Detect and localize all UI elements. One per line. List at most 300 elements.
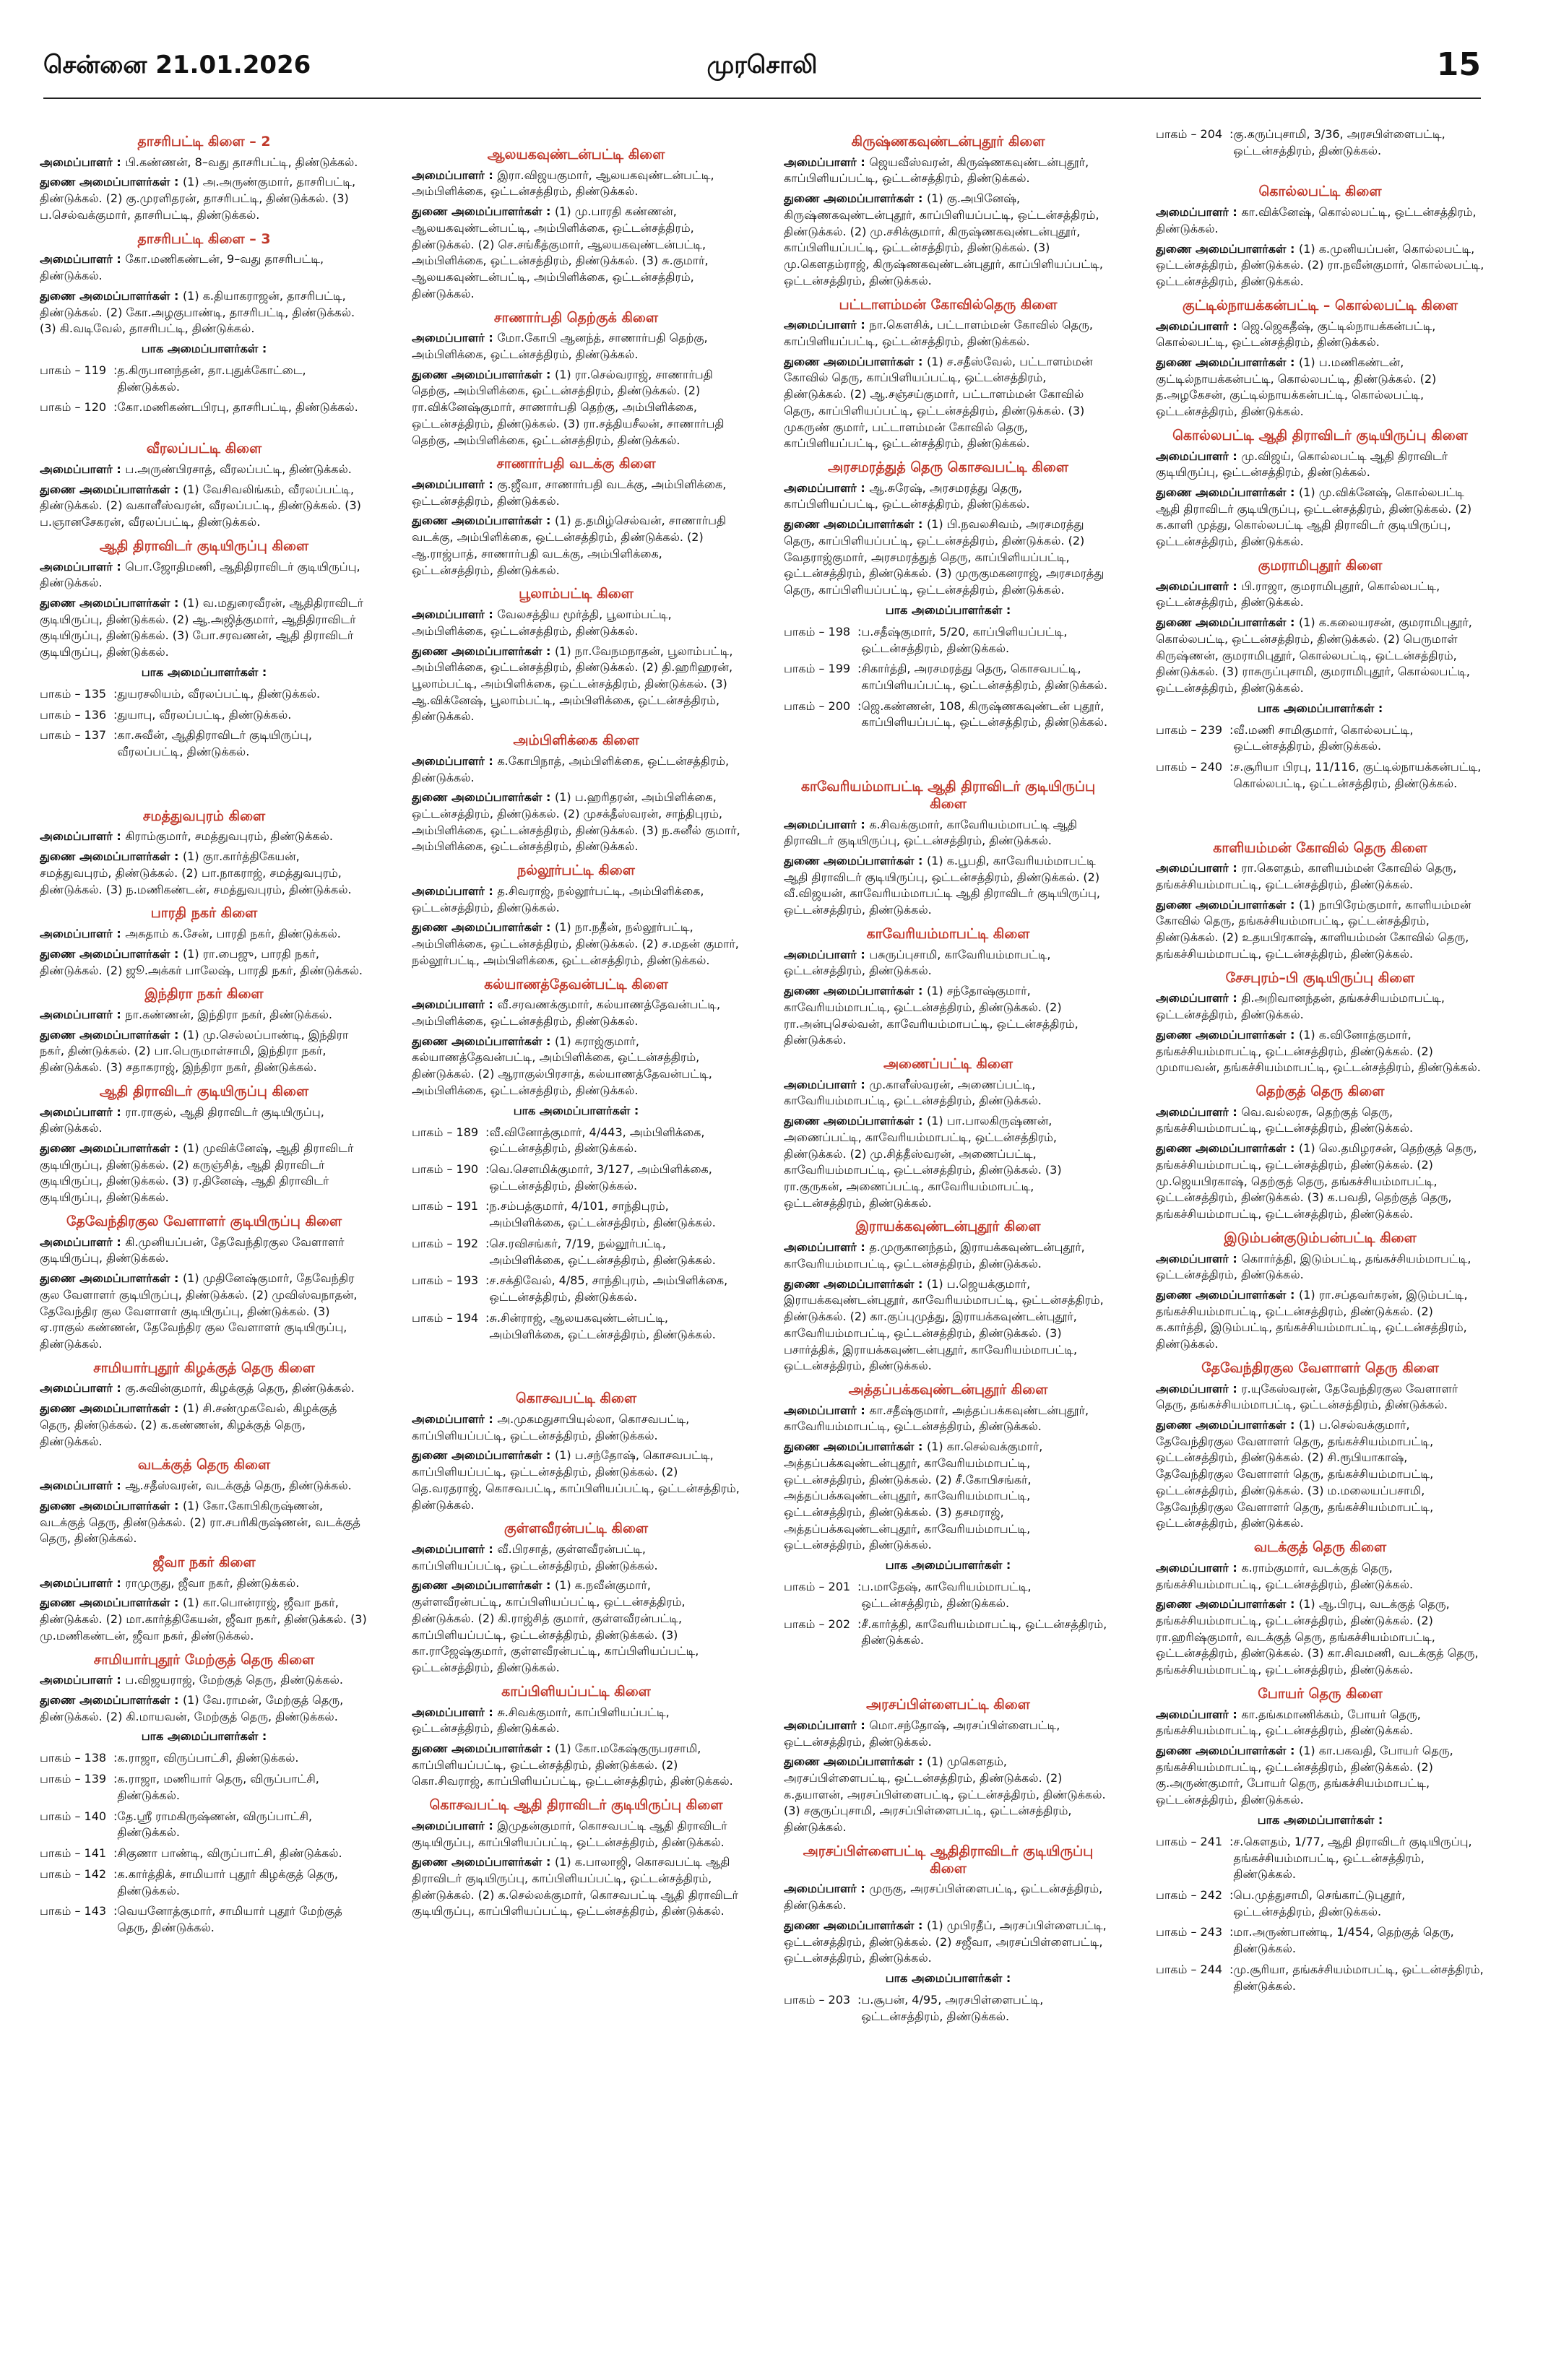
branch-title: குட்டில்நாயக்கன்பட்டி – கொல்லபட்டி கிளை: [1182, 297, 1458, 313]
role-separator: :: [170, 482, 183, 496]
booth-separator: :: [1229, 127, 1234, 141]
booth-row: [784, 1617, 1112, 1649]
role-separator: :: [1286, 897, 1299, 912]
member-entry: [412, 168, 740, 200]
booth-heading: பாக அமைப்பாளர்கள் :: [885, 1558, 1011, 1572]
booth-row: [412, 1273, 740, 1305]
member-details: பி.கண்ணன், 8–வது தாசரிபட்டி, திண்டுக்கல்.: [125, 155, 358, 169]
booth-separator: :: [113, 363, 118, 377]
branch-title: ஜீவா நகர் கிளை: [152, 1554, 256, 1570]
member-entry: [40, 1234, 368, 1267]
booth-member: க.ராஜா, விருப்பாட்சி, திண்டுக்கல்.: [117, 1751, 299, 1765]
booth-row: [1156, 1962, 1484, 1994]
role-separator: :: [484, 1542, 498, 1557]
booth-number: பாகம் – 191: [412, 1199, 479, 1213]
branch-title: ஆலயகவுண்டன்பட்டி கிளை: [487, 147, 665, 163]
member-entry: [412, 1578, 740, 1676]
role-label: துணை அமைப்பாளர்கள்: [784, 1114, 915, 1128]
member-details: (1) வே.ராமன், மேற்குத் தெரு, திண்டுக்கல். (2) கி.மாயவன், மேற்குத் தெரு, திண்டுக்கல்.: [40, 1693, 344, 1723]
member-details: (1) ப.மணிகண்டன், குட்டில்நாயக்கன்பட்டி, கொல்லபட்டி, திண்டுக்கல். (2) த.அழகேசன், குட்டில்நாயக்கன்பட்டி, கொல்லபட்டி, ஒட்டன்சத்திரம், திண்டுக்கல்.: [1156, 355, 1437, 419]
member-details: (1) முகௌதம், அரசப்பிள்ளைபட்டி, ஒட்டன்சத்திரம், திண்டுக்கல். (2) க.தயாளன், அரசப்பிள்ளைபட்டி, ஒட்டன்சத்திரம், திண்டுக்கல். (3) சகுருப்புசாமி, அரசப்பிள்ளைபட்டி, ஒட்டன்சத்திரம், திண்டுக்கல்.: [784, 1754, 1106, 1835]
booth-member: மா.அருண்பாண்டி, 1/454, தெற்குத் தெரு, திண்டுக்கல்.: [1233, 1925, 1454, 1956]
role-label: அமைப்பாளர்: [412, 998, 485, 1012]
role-label: அமைப்பாளர்: [784, 817, 857, 831]
role-label: அமைப்பாளர்: [40, 462, 113, 476]
booth-row: [784, 624, 1112, 657]
booth-number: பாகம் – 193: [412, 1273, 479, 1288]
member-details: (1) ரா.செல்வராஜ், சாணார்பதி தெற்கு, அம்பிளிக்கை, ஒட்டன்சத்திரம், திண்டுக்கல். (2) ரா.விக்னேஷ்குமார், சாணார்பதி தெற்கு, அம்பிளிக்கை, ஒட்டன்சத்திரம், திண்டுக்கல். (3) ரா.சத்தியசீலன், சாணார்பதி தெற்கு, அம்பிளிக்கை, ஒட்டன்சத்திரம், திண்டுக்கல்.: [412, 367, 725, 447]
member-entry: [40, 1007, 368, 1024]
role-label: அமைப்பாளர்: [40, 1575, 113, 1590]
role-separator: :: [856, 318, 870, 332]
role-separator: :: [1286, 241, 1299, 256]
booth-member: துயாபு, வீரலப்பட்டி, திண்டுக்கல்.: [117, 707, 292, 722]
member-details: (1) கா.பொன்ராஜ், ஜீவா நகர், திண்டுக்கல். (2) மா.கார்த்திகேயன், ஜீவா நகர், திண்டுக்கல். (3) மு.மணிகண்டன், ஜீவா நகர், திண்டுக்கல்.: [40, 1596, 367, 1643]
member-entry: [412, 1034, 740, 1099]
newspaper-title: முரசொலி: [706, 51, 818, 79]
role-separator: :: [914, 191, 927, 206]
member-details: பசுருப்புசாமி, காவேரியம்மாபட்டி, ஒட்டன்சத்திரம், திண்டுக்கல்.: [784, 947, 1051, 978]
booth-separator: :: [113, 1751, 118, 1765]
role-label: அமைப்பாளர்: [1156, 205, 1229, 220]
role-label: துணை அமைப்பாளர்கள்: [40, 175, 170, 189]
member-entry: [40, 462, 368, 478]
booth-row: [1156, 1887, 1484, 1920]
role-label: துணை அமைப்பாளர்கள்: [40, 1271, 170, 1286]
member-entry: [1156, 897, 1484, 963]
member-entry: [40, 1672, 368, 1689]
member-entry: [1156, 1743, 1484, 1809]
member-details: (1) க.பாலாஜி, கொசவபட்டி ஆதி திராவிடர் குடியிருப்பு, காப்பிளியப்பட்டி, ஒட்டன்சத்திரம், திண்டுக்கல். (2) க.செல்லக்குமார், கொசவபட்டி ஆதி திராவிடர் குடியிருப்பு, காப்பிளியப்பட்டி, ஒட்டன்சத்திரம், திண்டுக்கல்.: [412, 1855, 738, 1918]
member-entry: [40, 1478, 368, 1494]
booth-number: பாகம் – 200: [784, 698, 851, 713]
spacer: [784, 1653, 1112, 1689]
booth-number: பாகம் – 242: [1156, 1888, 1223, 1903]
booth-number: பாகம் – 119: [40, 363, 107, 377]
page-header: [43, 46, 1481, 94]
branch-title: தேவேந்திரகுல வேளாளர் குடியிருப்பு கிளை: [66, 1213, 342, 1229]
member-entry: [784, 817, 1112, 849]
member-entry: [40, 1401, 368, 1450]
role-label: துணை அமைப்பாளர்கள்: [412, 1448, 543, 1463]
booth-heading: பாக அமைப்பாளர்கள் :: [1257, 1812, 1383, 1827]
member-entry: [412, 330, 740, 363]
role-label: அமைப்பாளர்: [40, 155, 113, 169]
branch-title: சேசபுரம்–பி குடியிருப்பு கிளை: [1225, 969, 1415, 986]
booth-row: [412, 1125, 740, 1157]
member-details: வேலசத்திய மூர்த்தி, பூலாம்பட்டி, அம்பிளிக்கை, ஒட்டன்சத்திரம், திண்டுக்கல்.: [412, 607, 672, 638]
member-details: இரா.விஜயகுமார், ஆலயகவுண்டன்பட்டி, அம்பிளிக்கை, ஒட்டன்சத்திரம், திண்டுக்கல்.: [412, 168, 714, 199]
role-label: துணை அமைப்பாளர்கள்: [1156, 1027, 1287, 1042]
booth-separator: :: [485, 1273, 490, 1288]
role-label: அமைப்பாளர்: [784, 480, 857, 495]
role-label: துணை அமைப்பாளர்கள்: [40, 1693, 170, 1708]
member-details: பி.ராஜா, குமராமிபுதூர், கொல்லபட்டி, ஒட்டன்சத்திரம், திண்டுக்கல்.: [1156, 579, 1440, 610]
booth-separator: :: [113, 707, 118, 722]
booth-row: [412, 1310, 740, 1343]
member-details: மு.விஜய், கொல்லபட்டி ஆதி திராவிடர் குடியிருப்பு, ஒட்டன்சத்திரம், திண்டுக்கல்.: [1156, 449, 1448, 480]
member-details: ப.விஜயராஜ், மேற்குத் தெரு, திண்டுக்கல்.: [125, 1673, 343, 1687]
role-label: அமைப்பாளர்: [40, 1007, 113, 1021]
role-separator: :: [112, 927, 126, 941]
role-separator: :: [484, 1411, 498, 1426]
branch-title: குள்ளவீரன்பட்டி கிளை: [503, 1520, 649, 1537]
member-details: ப.அருண்பிரசாத், வீரலப்பட்டி, திண்டுக்கல்.: [125, 462, 352, 476]
booth-separator: :: [113, 400, 118, 415]
member-entry: [40, 482, 368, 531]
member-details: (1) ஆ.பிரபு, வடக்குத் தெரு, தங்கச்சியம்மாபட்டி, ஒட்டன்சத்திரம், திண்டுக்கல். (2) ரா.ஹரிஷ்குமார், வடக்குத் தெரு, தங்கச்சியம்மாபட்டி, ஒட்டன்சத்திரம், திண்டுக்கல். (3) கா.சிவமணி, வடக்குத் தெரு, தங்கச்சியம்மாபட்டி, ஒட்டன்சத்திரம், திண்டுக்கல்.: [1156, 1597, 1479, 1677]
member-entry: [1156, 1027, 1484, 1076]
branch-title: அரசமரத்துத் தெரு கொசவபட்டி கிளை: [827, 459, 1069, 475]
booth-heading: பாக அமைப்பாளர்கள் :: [885, 602, 1011, 617]
member-entry: [412, 1448, 740, 1513]
role-separator: :: [170, 1401, 183, 1416]
booth-number: பாகம் – 202: [784, 1617, 851, 1631]
branch-title: இராயக்கவுண்டன்புதூர் கிளை: [855, 1219, 1041, 1235]
role-separator: :: [1286, 1744, 1299, 1757]
member-entry: [1156, 1381, 1484, 1414]
booth-separator: :: [1229, 1962, 1234, 1976]
member-entry: [784, 516, 1112, 599]
role-label: அமைப்பாளர்: [40, 1479, 113, 1493]
booth-row: [40, 363, 368, 395]
booth-row: [40, 1809, 368, 1841]
role-label: துணை அமைப்பாளர்கள்: [412, 367, 543, 381]
member-entry: [40, 1141, 368, 1206]
role-label: அமைப்பாளர்: [412, 331, 485, 345]
role-separator: :: [856, 155, 870, 169]
role-separator: :: [856, 1403, 870, 1417]
member-details: ஜெ.ஜெகதீஷ், குட்டில்நாயக்கன்பட்டி, கொல்லபட்டி, ஒட்டன்சத்திரம், திண்டுக்கல்.: [1156, 319, 1436, 350]
booth-member: பெ.முத்துசாமி, செங்காட்டுபுதூர், ஒட்டன்சத்திரம், திண்டுக்கல்.: [1233, 1888, 1406, 1918]
member-entry: [784, 155, 1112, 187]
booth-separator: :: [857, 1617, 862, 1631]
role-label: அமைப்பாளர்: [1156, 1104, 1229, 1119]
member-details: (1) மு.செல்லப்பாண்டி, இந்திரா நகர், திண்டுக்கல். (2) பா.பெருமாள்சாமி, இந்திரா நகர், திண்டுக்கல். (3) சதாகராஜ், இந்திரா நகர், திண்டுக்கல்.: [40, 1027, 349, 1075]
member-details: கா.விக்னேஷ், கொல்லபட்டி, ஒட்டன்சத்திரம், திண்டுக்கல்.: [1156, 205, 1477, 235]
role-separator: :: [170, 175, 183, 189]
booth-member: சிகார்த்தி, அரசமரத்து தெரு, கொசவபட்டி, காப்பிளியப்பட்டி, ஒட்டன்சத்திரம், திண்டுக்கல்.: [861, 662, 1108, 692]
branch-title: இடும்பன்குடும்பன்பட்டி கிளை: [1224, 1229, 1417, 1246]
member-entry: [40, 946, 368, 979]
role-label: துணை அமைப்பாளர்கள்: [1156, 1418, 1287, 1432]
booth-heading: பாக அமைப்பாளர்கள் :: [513, 1103, 639, 1117]
role-label: அமைப்பாளர்: [40, 559, 113, 574]
booth-heading: பாக அமைப்பாளர்கள் :: [141, 665, 267, 679]
role-label: அமைப்பாளர்: [40, 1673, 113, 1687]
role-separator: :: [170, 1027, 183, 1042]
booth-number: பாகம் – 139: [40, 1772, 107, 1786]
branch-title: அம்பிளிக்கை கிளை: [513, 732, 639, 749]
role-label: துணை அமைப்பாளர்கள்: [40, 1498, 170, 1513]
role-label: அமைப்பாளர்: [412, 607, 485, 622]
role-label: அமைப்பாளர்: [784, 1403, 857, 1417]
member-details: நா.கண்ணன், இந்திரா நகர், திண்டுக்கல்.: [125, 1007, 332, 1021]
spacer: [784, 735, 1112, 771]
role-label: அமைப்பாளர்: [784, 1882, 857, 1896]
role-separator: :: [856, 947, 870, 961]
role-label: துணை அமைப்பாளர்கள்: [784, 854, 915, 868]
member-details: வெ.வல்லரசு, தெற்குத் தெரு, தங்கச்சியம்மாபட்டி, ஒட்டன்சத்திரம், திண்டுக்கல்.: [1156, 1104, 1414, 1135]
member-details: ரா.ராகுல், ஆதி திராவிடர் குடியிருப்பு, திண்டுக்கல்.: [40, 1104, 324, 1135]
member-details: (1) ரா.சப்தவர்கரன், இடும்பட்டி, தங்கச்சியம்மாபட்டி, ஒட்டன்சத்திரம், திண்டுக்கல். (2) க.கார்த்தி, இடும்பட்டி, தங்கச்சியம்மாபட்டி, ஒட்டன்சத்திரம், திண்டுக்கல்.: [1156, 1287, 1468, 1351]
member-details: கு.சுவின்குமார், கிழக்குத் தெரு, திண்டுக்கல்.: [125, 1381, 355, 1395]
member-details: கிராம்குமார், சமத்துவபுரம், திண்டுக்கல்.: [125, 829, 333, 844]
role-separator: :: [1286, 1597, 1299, 1611]
booth-number: பாகம் – 136: [40, 707, 107, 722]
branch-title: காவேரியம்மாபட்டி கிளை: [866, 925, 1030, 942]
member-details: கு.ஜீவா, சாணார்பதி வடக்கு, அம்பிளிக்கை, ஒட்டன்சத்திரம், திண்டுக்கல்.: [412, 477, 727, 508]
booth-separator: :: [113, 728, 118, 743]
role-label: துணை அமைப்பாளர்கள்: [784, 1754, 915, 1769]
role-separator: :: [1228, 1104, 1242, 1119]
booth-separator: :: [113, 686, 118, 701]
booth-heading: பாக அமைப்பாளர்கள் :: [141, 1729, 267, 1744]
role-separator: :: [914, 1918, 927, 1932]
branch-title: அணைப்பட்டி கிளை: [883, 1055, 1013, 1072]
role-separator: :: [542, 1448, 555, 1463]
member-details: (1) கு.அபினேஷ், கிருஷ்ணகவுண்டன்புதூர், காப்பிளியப்பட்டி, ஒட்டன்சத்திரம், திண்டுக்கல். (2) மு.சசிக்குமார், கிருஷ்ணகவுண்டன்புதூர், காப்பிளியப்பட்டி, ஒட்டன்சத்திரம், திண்டுக்கல். (3) மு.கௌதம்ராஜ், கிருஷ்ணகவுண்டன்புதூர், காப்பிளியப்பட்டி, ஒட்டன்சத்திரம், திண்டுக்கல்.: [784, 191, 1103, 287]
booth-row: [40, 399, 368, 416]
member-entry: [784, 1754, 1112, 1836]
member-details: அ.முகமதுசாபியுல்லா, கொசவபட்டி, காப்பிளியப்பட்டி, ஒட்டன்சத்திரம், திண்டுக்கல்.: [412, 1411, 690, 1442]
member-details: (1) சுராஜ்குமார், கல்யாணத்தேவன்பட்டி, அம்பிளிக்கை, ஒட்டன்சத்திரம், திண்டுக்கல். (2) ஆராகுல்பிரசாத், கல்யாணத்தேவன்பட்டி, அம்பிளிக்கை, ஒட்டன்சத்திரம், திண்டுக்கல்.: [412, 1034, 712, 1097]
role-label: துணை அமைப்பாளர்கள்: [40, 1141, 170, 1156]
branch-title: தாசரிபட்டி கிளை – 3: [137, 230, 271, 247]
member-details: (1) அ.அருண்குமார், தாசரிபட்டி, திண்டுக்கல். (2) கு.முரளிதரன், தாசரிபட்டி, திண்டுக்கல். (3) ப.செல்வக்குமார், தாசரிபட்டி, திண்டுக்கல்.: [40, 175, 356, 222]
role-separator: :: [170, 595, 183, 610]
booth-heading: பாக அமைப்பாளர்கள் :: [1257, 701, 1383, 715]
booth-member: க.கார்த்திக், சாமியார் புதூர் கிழக்குத் தெரு, திண்டுக்கல்.: [117, 1866, 338, 1897]
branch-title: நல்லூர்பட்டி கிளை: [517, 862, 635, 879]
member-entry: [412, 753, 740, 786]
branch-title: தாசரிபட்டி கிளை – 2: [137, 134, 271, 150]
booth-number: பாகம் – 192: [412, 1236, 479, 1250]
role-separator: :: [914, 517, 927, 532]
branch-title: தெற்குத் தெரு கிளை: [1255, 1083, 1385, 1099]
member-entry: [1156, 1417, 1484, 1532]
member-details: வீ.சரவணக்குமார், கல்யாணத்தேவன்பட்டி, அம்பிளிக்கை, ஒட்டன்சத்திரம், திண்டுக்கல்.: [412, 998, 721, 1028]
member-details: (1) கா.பகவதி, போயர் தெரு, தங்கச்சியம்மாபட்டி, ஒட்டன்சத்திரம், திண்டுக்கல். (2) கு.அருண்குமார், போயர் தெரு, தங்கச்சியம்மாபட்டி, ஒட்டன்சத்திரம், திண்டுக்கல்.: [1156, 1744, 1453, 1807]
branch-title: கொசவபட்டி ஆதி திராவிடர் குடியிருப்பு கிளை: [429, 1797, 723, 1814]
member-entry: [1156, 204, 1484, 237]
member-entry: [784, 191, 1112, 289]
member-entry: [40, 849, 368, 898]
member-entry: [412, 513, 740, 579]
member-details: ராமுருது, ஜீவா நகர், திண்டுக்கல்.: [125, 1575, 300, 1590]
booth-row: [40, 1866, 368, 1899]
role-label: அமைப்பாளர்: [40, 927, 113, 941]
role-label: துணை அமைப்பாளர்கள்: [1156, 241, 1287, 256]
role-separator: :: [542, 1034, 555, 1048]
role-label: துணை அமைப்பாளர்கள்: [412, 1578, 543, 1593]
booth-row: [784, 698, 1112, 731]
member-entry: [784, 1403, 1112, 1435]
booth-member: வெயனோத்குமார், சாமியார் புதூர் மேற்குத் தெரு, திண்டுக்கல்.: [117, 1904, 342, 1934]
booth-row: [40, 1845, 368, 1862]
member-entry: [412, 789, 740, 855]
role-separator: :: [1286, 615, 1299, 630]
booth-row: [1156, 126, 1484, 159]
member-entry: [40, 155, 368, 171]
booth-separator: :: [857, 624, 862, 639]
member-entry: [1156, 860, 1484, 893]
booth-separator: :: [1229, 1888, 1234, 1903]
member-entry: [412, 477, 740, 509]
member-entry: [1156, 615, 1484, 697]
role-separator: :: [170, 288, 183, 303]
branch-title: பட்டாளம்மன் கோவில்தெரு கிளை: [839, 296, 1058, 313]
role-label: துணை அமைப்பாளர்கள்: [40, 595, 170, 610]
spacer: [40, 765, 368, 801]
role-label: அமைப்பாளர்: [40, 1104, 113, 1119]
role-separator: :: [856, 1882, 870, 1896]
member-entry: [784, 983, 1112, 1049]
role-label: துணை அமைப்பாளர்கள்: [412, 644, 543, 658]
member-details: (1) த.தமிழ்செல்வன், சாணார்பதி வடக்கு, அம்பிளிக்கை, ஒட்டன்சத்திரம், திண்டுக்கல். (2) ஆ.ராஜ்பாத், சாணார்பதி வடக்கு, அம்பிளிக்கை, ஒட்டன்சத்திரம், திண்டுக்கல்.: [412, 514, 727, 577]
role-separator: :: [1228, 991, 1242, 1005]
member-entry: [40, 1498, 368, 1547]
booth-separator: :: [857, 662, 862, 676]
role-label: அமைப்பாளர்: [40, 1381, 113, 1395]
role-label: துணை அமைப்பாளர்கள்: [784, 1440, 915, 1454]
role-separator: :: [484, 1705, 498, 1719]
member-entry: [784, 480, 1112, 513]
role-label: அமைப்பாளர்: [784, 318, 857, 332]
branch-title: சமத்துவபுரம் கிளை: [142, 808, 266, 824]
member-entry: [40, 251, 368, 284]
member-entry: [412, 1854, 740, 1920]
role-separator: :: [914, 854, 927, 868]
booth-member: கோ.மணிகண்டபிரபு, தாசரிபட்டி, திண்டுக்கல்.: [117, 400, 358, 415]
member-entry: [40, 828, 368, 845]
member-details: கா.சதீஷ்குமார், அத்தப்பக்கவுண்டன்புதூர், காவேரியம்மாபட்டி, ஒட்டன்சத்திரம், திண்டுக்கல்.: [784, 1403, 1089, 1434]
role-separator: :: [170, 849, 183, 864]
booth-row: [40, 707, 368, 724]
member-details: (1) க.கலையரசன், குமராமிபுதூர், கொல்லபட்டி, ஒட்டன்சத்திரம், திண்டுக்கல். (2) பெருமாள் கிருஷ்ணன், குமராமிபுதூர், கொல்லபட்டி, ஒட்டன்சத்திரம், திண்டுக்கல். (3) ராசுருப்புசாமி, குமராமிபுதூர், கொல்லபட்டி, ஒட்டன்சத்திரம், திண்டுக்கல்.: [1156, 615, 1472, 695]
member-details: (1) க.முனியப்பன், கொல்லபட்டி, ஒட்டன்சத்திரம், திண்டுக்கல். (2) ரா.நவீன்குமார், கொல்லபட்டி, ஒட்டன்சத்திரம், திண்டுக்கல்.: [1156, 241, 1484, 289]
role-separator: :: [1286, 1141, 1299, 1156]
booth-separator: :: [485, 1236, 490, 1250]
role-label: துணை அமைப்பாளர்கள்: [40, 946, 170, 961]
role-separator: :: [542, 920, 555, 935]
member-details: (1) கோ.கோபிகிருஷ்ணன், வடக்குத் தெரு, திண்டுக்கல். (2) ரா.சபரிகிருஷ்ணன், வடக்குத் தெரு, திண்டுக்கல்.: [40, 1498, 360, 1546]
member-details: (1) கா.செல்வக்குமார், அத்தப்பக்கவுண்டன்புதூர், காவேரியம்மாபட்டி, ஒட்டன்சத்திரம், திண்டுக்கல். (2) சீ.கோபிசங்கர், அத்தப்பக்கவுண்டன்புதூர், காவேரியம்மாபட்டி, ஒட்டன்சத்திரம், திண்டுக்கல். (3) தசமராஜ், அத்தப்பக்கவுண்டன்புதூர், காவேரியம்மாபட்டி, ஒட்டன்சத்திரம், திண்டுக்கல்.: [784, 1440, 1043, 1552]
role-label: அமைப்பாளர்: [1156, 1251, 1229, 1265]
role-label: அமைப்பாளர்: [40, 829, 113, 844]
role-label: அமைப்பாளர்: [412, 1411, 485, 1426]
booth-separator: :: [1229, 722, 1234, 737]
booth-separator: :: [485, 1125, 490, 1139]
role-label: அமைப்பாளர்: [784, 155, 857, 169]
role-label: அமைப்பாளர்: [1156, 861, 1229, 875]
role-label: துணை அமைப்பாளர்கள்: [784, 1276, 915, 1291]
member-entry: [784, 853, 1112, 919]
booth-separator: :: [857, 1580, 862, 1594]
role-separator: :: [484, 168, 498, 182]
member-details: கொார்த்தி, இடும்பட்டி, தங்கச்சியம்மாபட்டி, ஒட்டன்சத்திரம், திண்டுக்கல்.: [1156, 1251, 1471, 1282]
branch-title: கொசவபட்டி கிளை: [515, 1390, 637, 1407]
role-separator: :: [484, 607, 498, 622]
booth-number: பாகம் – 140: [40, 1809, 107, 1823]
role-label: துணை அமைப்பாளர்கள்: [412, 204, 543, 219]
role-separator: :: [542, 1578, 555, 1593]
member-entry: [412, 1411, 740, 1444]
member-entry: [1156, 1560, 1484, 1593]
role-separator: :: [112, 1104, 126, 1119]
booth-member: த.கிருபானந்தன், தா.புதுக்கோட்டை, திண்டுக்கல்.: [117, 363, 306, 394]
booth-separator: :: [857, 1992, 862, 2007]
booth-member: கு.கருப்புசாமி, 3/36, அரசபிள்ளைபட்டி, ஒட்டன்சத்திரம், திண்டுக்கல்.: [1233, 127, 1445, 157]
role-label: துணை அமைப்பாளர்கள்: [40, 482, 170, 496]
member-entry: [784, 1881, 1112, 1913]
role-label: துணை அமைப்பாளர்கள்: [40, 849, 170, 864]
role-label: துணை அமைப்பாளர்கள்: [1156, 1287, 1287, 1302]
role-label: துணை அமைப்பாளர்கள்: [1156, 615, 1287, 630]
role-label: துணை அமைப்பாளர்கள்: [412, 1741, 543, 1755]
role-separator: :: [484, 1818, 498, 1832]
role-label: அமைப்பாளர்: [412, 883, 485, 898]
role-label: துணை அமைப்பாளர்கள்: [412, 514, 543, 528]
branch-title: ஆதி திராவிடர் குடியிருப்பு கிளை: [99, 537, 309, 554]
branch-title: வடக்குத் தெரு கிளை: [137, 1457, 271, 1474]
booth-row: [1156, 722, 1484, 755]
role-separator: :: [170, 1498, 183, 1513]
member-entry: [784, 1113, 1112, 1211]
role-separator: :: [1286, 355, 1299, 369]
role-label: துணை அமைப்பாளர்கள்: [412, 920, 543, 935]
booth-separator: :: [485, 1199, 490, 1213]
booth-member: துயரசலியம், வீரலப்பட்டி, திண்டுக்கல்.: [117, 686, 321, 701]
role-label: அமைப்பாளர்: [412, 168, 485, 182]
role-label: துணை அமைப்பாளர்கள்: [40, 1401, 170, 1416]
role-separator: :: [484, 998, 498, 1012]
branch-title: அரசப்பிள்ளைபட்டி ஆதிதிராவிடர் குடியிருப்பு கிளை: [803, 1843, 1094, 1877]
member-entry: [784, 354, 1112, 452]
booth-row: [784, 1579, 1112, 1611]
role-separator: :: [914, 1440, 927, 1454]
branch-title: தேவேந்திரகுல வேளாளர் தெரு கிளை: [1201, 1359, 1439, 1376]
member-entry: [784, 947, 1112, 979]
role-label: துணை அமைப்பாளர்கள்: [1156, 1141, 1287, 1156]
role-separator: :: [914, 1114, 927, 1128]
booth-number: பாகம் – 141: [40, 1846, 107, 1861]
booth-number: பாகம் – 198: [784, 624, 851, 639]
role-label: அமைப்பாளர்: [412, 1705, 485, 1719]
booth-number: பாகம் – 135: [40, 686, 107, 701]
booth-separator: :: [1229, 1834, 1234, 1848]
booth-separator: :: [113, 1866, 118, 1881]
booth-number: பாகம் – 201: [784, 1580, 851, 1594]
role-separator: :: [1228, 861, 1242, 875]
branch-title: சாணார்பதி வடக்கு கிளை: [496, 456, 656, 472]
branch-title: வீரலப்பட்டி கிளை: [146, 441, 262, 457]
role-label: துணை அமைப்பாளர்கள்: [40, 288, 170, 303]
booth-member: வீ.வினோத்குமார், 4/443, அம்பிளிக்கை, ஒட்டன்சத்திரம், திண்டுக்கல்.: [489, 1125, 705, 1156]
role-label: அமைப்பாளர்: [1156, 579, 1229, 593]
member-details: (1) வேசிவலிங்கம், வீரலப்பட்டி, திண்டுக்கல். (2) வகாளீஸ்வரன், வீரலப்பட்டி, திண்டுக்கல். (3) ப.ஞானசேகரன், வீரலப்பட்டி, திண்டுக்கல்.: [40, 482, 361, 529]
booth-row: [40, 1903, 368, 1936]
booth-number: பாகம் – 240: [1156, 760, 1223, 774]
role-separator: :: [856, 1240, 870, 1255]
member-details: மு.காளீஸ்வரன், அணைப்பட்டி, காவேரியம்மாபட்டி, ஒட்டன்சத்திரம், திண்டுக்கல்.: [784, 1077, 1042, 1108]
role-label: துணை அமைப்பாளர்கள்: [784, 1918, 915, 1932]
role-separator: :: [170, 946, 183, 961]
booth-member: செ.ரவிசங்கர், 7/19, நல்லூர்பட்டி, அம்பிளிக்கை, ஒட்டன்சத்திரம், திண்டுக்கல்.: [489, 1236, 716, 1267]
role-separator: :: [170, 1596, 183, 1610]
member-details: (1) குா.கார்த்திகேயன், சமத்துவபுரம், திண்டுக்கல். (2) பா.நாகராஜ், சமத்துவபுரம், திண்டுக்கல். (3) ந.மணிகண்டன், சமத்துவபுரம், திண்டுக்கல்.: [40, 849, 352, 896]
booth-number: பாகம் – 142: [40, 1866, 107, 1881]
